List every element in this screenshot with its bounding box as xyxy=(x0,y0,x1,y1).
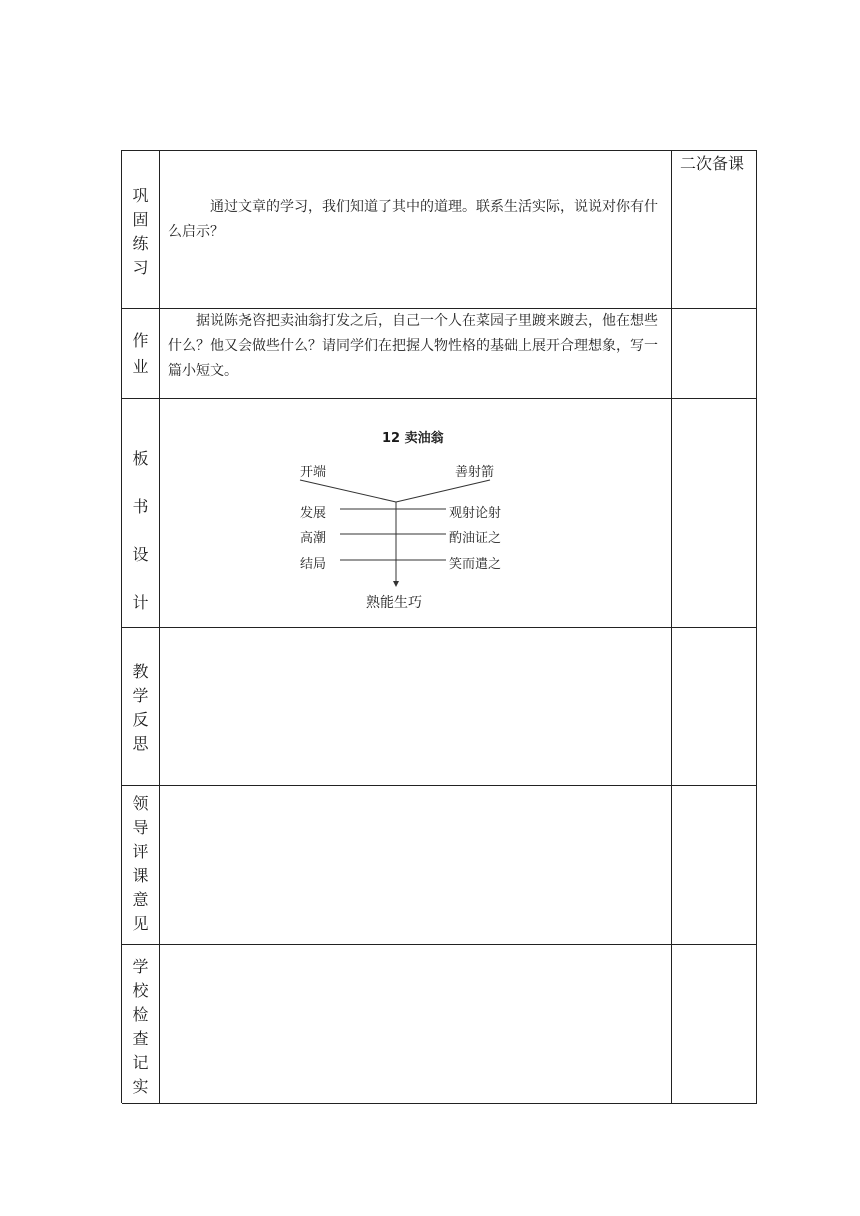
secondary-prep-heading: 二次备课 xyxy=(680,154,745,173)
board-diagram-lines xyxy=(160,399,672,628)
secondary-prep-cell xyxy=(672,786,757,945)
consolidation-text: 通过文章的学习，我们知道了其中的道理。联系生活实际，说说对你有什么启示？ xyxy=(168,199,658,240)
row-label: 板 书 设 计 xyxy=(132,449,149,612)
content-cell xyxy=(160,399,672,628)
row-board-design xyxy=(122,399,757,628)
row-label: 领 导 评 课 意 见 xyxy=(132,794,149,933)
row-label: 巩 固 练 习 xyxy=(132,186,149,277)
board-right-4: 笑而遣之 xyxy=(449,557,502,572)
board-right-1: 善射箭 xyxy=(455,465,495,480)
content-cell xyxy=(160,151,672,309)
row-label: 教 学 反 思 xyxy=(132,662,149,753)
board-title: 12 卖油翁 xyxy=(382,431,444,446)
board-left-1: 开端 xyxy=(300,465,327,480)
label-cell xyxy=(122,151,160,309)
board-left-4: 结局 xyxy=(300,557,327,572)
secondary-prep-cell xyxy=(672,151,757,309)
secondary-prep-cell xyxy=(672,309,757,399)
lesson-plan-table xyxy=(121,150,757,1103)
row-teaching-reflection xyxy=(122,628,757,786)
homework-text: 据说陈尧咨把卖油翁打发之后，自己一个人在菜园子里踱来踱去，他在想些什么？他又会做些什么？请同学们在把握人物性格的基础上展开合理想象，写一篇小短文。 xyxy=(168,313,658,379)
row-consolidation xyxy=(122,151,757,309)
label-cell xyxy=(122,628,160,786)
row-label: 学 校 检 查 记 实 xyxy=(132,957,149,1096)
label-cell xyxy=(122,945,160,1104)
row-school-inspection xyxy=(122,945,757,1104)
label-cell xyxy=(122,399,160,628)
board-left-2: 发展 xyxy=(300,506,327,521)
content-cell xyxy=(160,628,672,786)
board-left-3: 高潮 xyxy=(300,531,327,546)
secondary-prep-cell xyxy=(672,399,757,628)
row-homework xyxy=(122,309,757,399)
label-cell xyxy=(122,309,160,399)
content-cell xyxy=(160,786,672,945)
content-cell xyxy=(160,309,672,399)
row-leadership-review xyxy=(122,786,757,945)
content-cell xyxy=(160,945,672,1104)
board-right-3: 酌油证之 xyxy=(449,531,502,546)
label-cell xyxy=(122,786,160,945)
board-conclusion: 熟能生巧 xyxy=(366,595,422,611)
secondary-prep-cell xyxy=(672,945,757,1104)
board-right-2: 观射论射 xyxy=(449,506,502,521)
row-label: 作 业 xyxy=(132,331,149,376)
secondary-prep-cell xyxy=(672,628,757,786)
